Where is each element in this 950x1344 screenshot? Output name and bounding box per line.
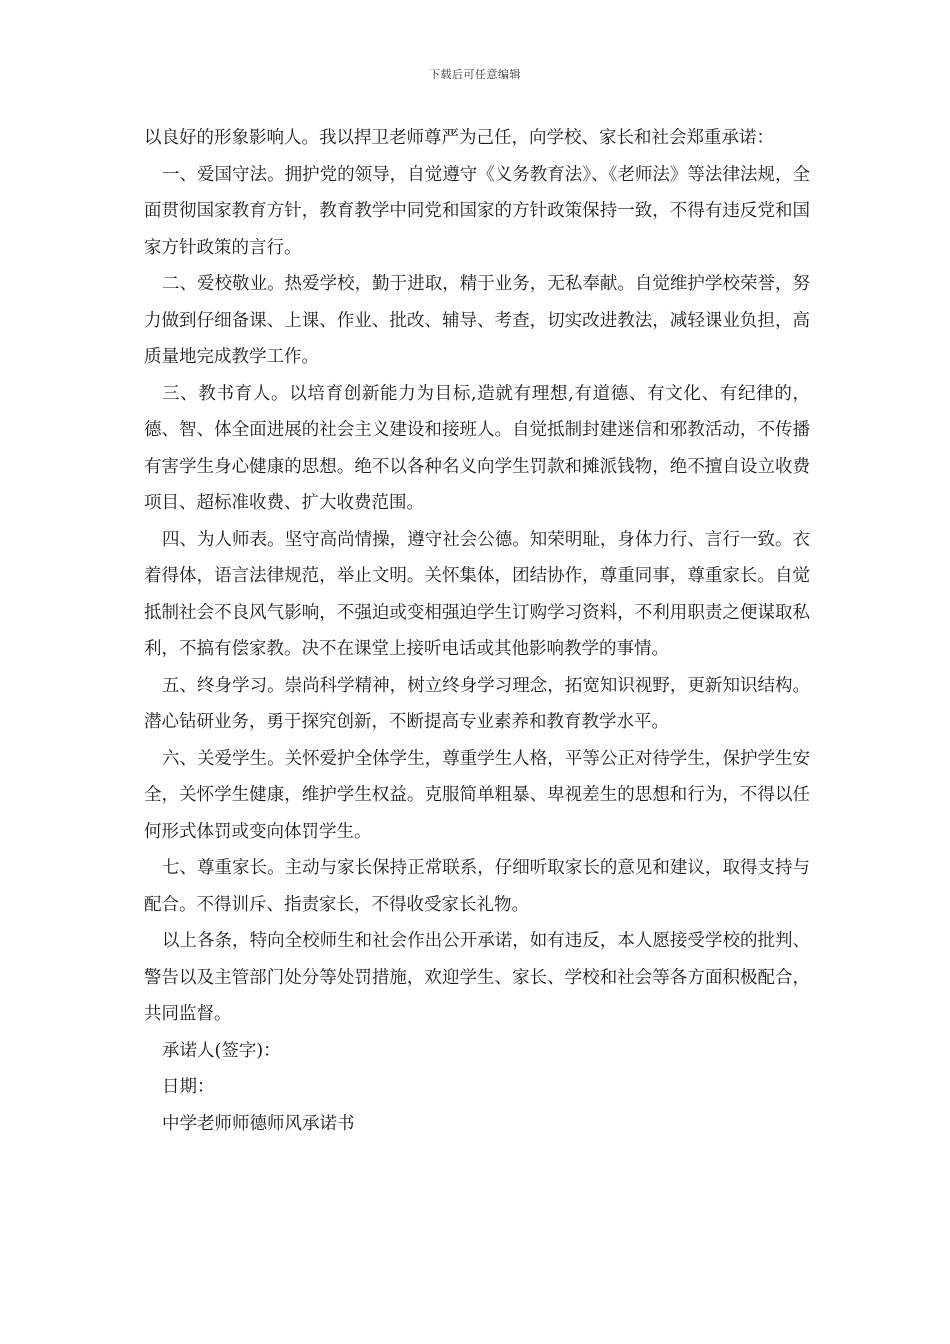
date-label: 日期： (162, 1077, 215, 1097)
pledge-item-7: 七、尊重家长。主动与家长保持正常联系，仔细听取家长的意见和建议，取得支持与配合。不得训斥、指责家长，不得收受家长礼物。 (144, 858, 810, 915)
opening-paragraph: 以良好的形象影响人。我以捍卫老师尊严为己任，向学校、家长和社会郑重承诺： (144, 128, 774, 148)
header-note: 下载后可任意编辑 (429, 68, 521, 81)
pledge-item-2: 二、爱校敬业。热爱学校，勤于进取，精于业务，无私奉献。自觉维护学校荣誉，努力做到仔细备课、上课、作业、批改、辅导、考查，切实改进教法，减轻课业负担，高质量地完成教学工作。 (144, 274, 810, 367)
pledge-item-1: 一、爱国守法。拥护党的领导，自觉遵守《义务教育法》、《老师法》等法律法规，全面贯彻国家教育方针，教育教学中同党和国家的方针政策保持一致，不得有违反党和国家方针政策的言行。 (144, 164, 810, 258)
pledge-item-4: 四、为人师表。坚守高尚情操，遵守社会公德。知荣明耻，身体力行、言行一致。衣着得体，语言法律规范，举止文明。关怀集体，团结协作，尊重同事，尊重家长。自觉抵制社会不良风气影响，不强迫或变相强迫学生订购学习资料，不利用职责之便谋取私利，不搞有偿家教。决不在课堂上接听电话或其他影响教学的事情。 (144, 529, 810, 659)
document-body (144, 120, 810, 1142)
signer-label: 承诺人(签字)： (162, 1040, 281, 1061)
pledge-item-3: 三、教书育人。以培育创新能力为目标,造就有理想,有道德、有文化、有纪律的，德、智、体全面进展的社会主义建设和接班人。自觉抵制封建迷信和邪教活动，不传播有害学生身心健康的思想。绝不以各种名义向学生罚款和摊派钱物，绝不擅自设立收费项目、超标准收费、扩大收费范围。 (144, 383, 810, 513)
closing-paragraph: 以上各条，特向全校师生和社会作出公开承诺，如有违反，本人愿接受学校的批判、警告以及主管部门处分等处罚措施，欢迎学生、家长、学校和社会等各方面积极配合，共同监督。 (144, 931, 810, 1024)
pledge-item-5: 五、终身学习。崇尚科学精神，树立终身学习理念，拓宽知识视野，更新知识结构。潜心钻研业务，勇于探究创新，不断提高专业素养和教育教学水平。 (144, 675, 810, 732)
pledge-item-6: 六、关爱学生。关怀爱护全体学生，尊重学生人格，平等公正对待学生，保护学生安全，关怀学生健康，维护学生权益。克服简单粗暴、卑视差生的思想和行为，不得以任何形式体罚或变向体罚学生。 (144, 748, 810, 842)
document-title-footer: 中学老师师德师风承诺书 (162, 1113, 355, 1134)
